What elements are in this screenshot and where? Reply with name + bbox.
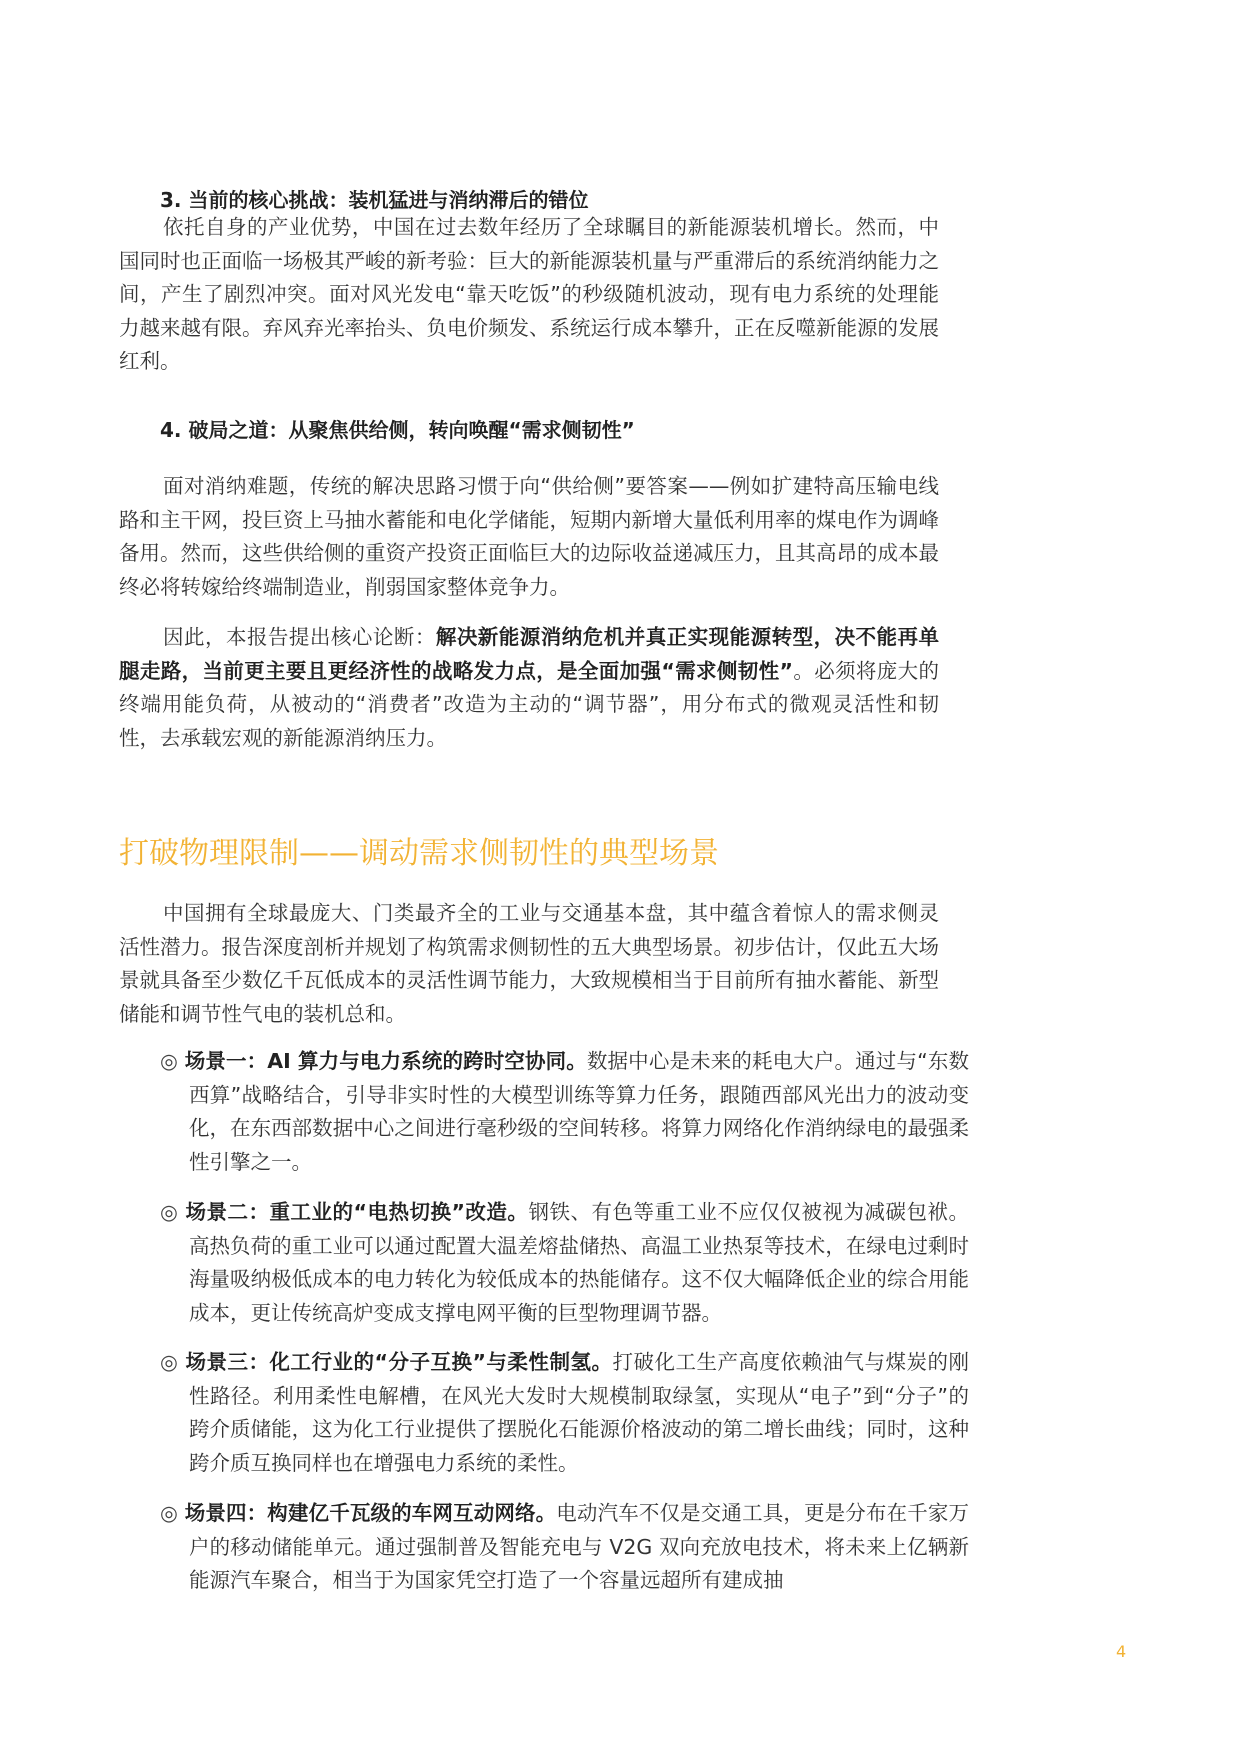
scene-item: [160, 1196, 969, 1330]
section-4-heading: 4. 破局之道：从聚焦供给侧，转向唤醒“需求侧韧性”: [160, 418, 635, 442]
scene-title: 场景二：重工业的“电热切换”改造。: [185, 1200, 529, 1224]
scene-title: 场景一：AI 算力与电力系统的跨时空协同。: [184, 1049, 587, 1073]
scene-title: 场景三：化工行业的“分子互换”与柔性制氢。: [185, 1350, 613, 1374]
scene-item: [160, 1045, 969, 1179]
scene-body: 电动汽车不仅是交通工具，更是分布在千家万户的移动储能单元。通过强制普及智能充电与 V2G 双向充放电技术，将未来上亿辆新能源汽车聚合，相当于为国家凭空打造了一个容量远超所有建成抽: [189, 1501, 969, 1592]
page-number: 4: [1116, 1642, 1127, 1661]
conclusion-prefix: 因此，本报告提出核心论断：: [163, 625, 436, 649]
scenes-intro-paragraph: 中国拥有全球最庞大、门类最齐全的工业与交通基本盘，其中蕴含着惊人的需求侧灵活性潜力。报告深度剖析并规划了构筑需求侧韧性的五大典型场景。初步估计，仅此五大场景就具备至少数亿千瓦低成本的灵活性调节能力，大致规模相当于目前所有抽水蓄能、新型储能和调节性气电的装机总和。: [119, 901, 939, 1026]
scene-title: 场景四：构建亿千瓦级的车网互动网络。: [184, 1501, 557, 1525]
section-4-paragraph-2: [119, 621, 939, 755]
scene-body: 数据中心是未来的耗电大户。通过与“东数西算”战略结合，引导非实时性的大模型训练等算力任务，跟随西部风光出力的波动变化，在东西部数据中心之间进行毫秒级的空间转移。将算力网络化作消纳绿电的最强柔性引擎之一。: [189, 1049, 969, 1174]
conclusion-suffix: 。必须将庞大的终端用能负荷，从被动的“消费者”改造为主动的“调节器”，用分布式的微观灵活性和韧性，去承载宏观的新能源消纳压力。: [119, 658, 940, 750]
conclusion-bold: 解决新能源消纳危机并真正实现能源转型，决不能再单腿走路，当前更主要且更经济性的战略发力点，是全面加强“需求侧韧性”: [119, 625, 940, 683]
scene-item: [160, 1346, 969, 1480]
bullet-icon: ◎: [160, 1049, 179, 1073]
bullet-icon: ◎: [160, 1200, 179, 1224]
section-3-heading: 3. 当前的核心挑战：装机猛进与消纳滞后的错位: [160, 188, 589, 212]
bullet-icon: ◎: [160, 1501, 179, 1525]
section-4-paragraph-1: 面对消纳难题，传统的解决思路习惯于向“供给侧”要答案——例如扩建特高压输电线路和主干网，投巨资上马抽水蓄能和电化学储能，短期内新增大量低利用率的煤电作为调峰备用。然而，这些供给侧的重资产投资正面临巨大的边际收益递减压力，且其高昂的成本最终必将转嫁给终端制造业，削弱国家整体竞争力。: [119, 474, 939, 599]
scene-item: [160, 1497, 969, 1598]
scene-body: 打破化工生产高度依赖油气与煤炭的刚性路径。利用柔性电解槽，在风光大发时大规模制取绿氢，实现从“电子”到“分子”的跨介质储能，这为化工行业提供了摆脱化石能源价格波动的第二增长曲线；同时，这种跨介质互换同样也在增强电力系统的柔性。: [189, 1350, 970, 1475]
section-3-paragraph: 依托自身的产业优势，中国在过去数年经历了全球瞩目的新能源装机增长。然而，中国同时也正面临一场极其严峻的新考验：巨大的新能源装机量与严重滞后的系统消纳能力之间，产生了剧烈冲突。面对风光发电“靠天吃饭”的秒级随机波动，现有电力系统的处理能力越来越有限。弃风弃光率抬头、负电价频发、系统运行成本攀升，正在反噬新能源的发展红利。: [119, 215, 939, 373]
bullet-icon: ◎: [160, 1350, 179, 1374]
section-title: 打破物理限制——调动需求侧韧性的典型场景: [119, 836, 719, 871]
scene-body: 钢铁、有色等重工业不应仅仅被视为减碳包袱。高热负荷的重工业可以通过配置大温差熔盐储热、高温工业热泵等技术，在绿电过剩时海量吸纳极低成本的电力转化为较低成本的热能储存。这不仅大幅降低企业的综合用能成本，更让传统高炉变成支撑电网平衡的巨型物理调节器。: [189, 1200, 970, 1325]
